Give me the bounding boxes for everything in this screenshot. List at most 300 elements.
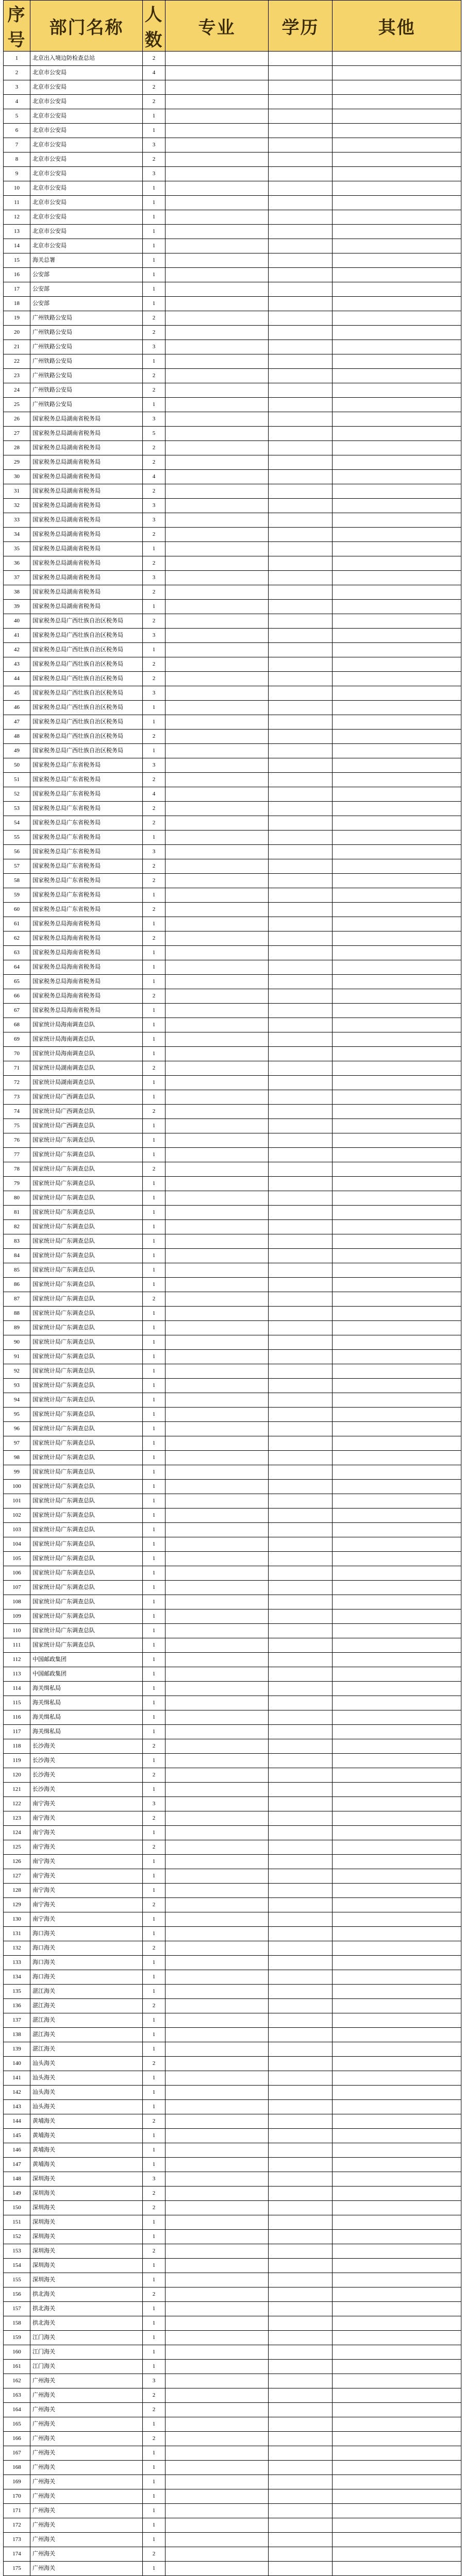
table-row — [4, 1609, 461, 1624]
cell-no: 128 — [4, 1884, 30, 1898]
cell-edu — [269, 1985, 333, 1999]
cell-no: 22 — [4, 354, 30, 369]
cell-other — [333, 2042, 461, 2057]
cell-count: 1 — [143, 2345, 165, 2360]
cell-major — [165, 2489, 269, 2504]
cell-unit: 国家统计局广东调查总队 — [30, 1220, 143, 1234]
cell-major — [165, 1133, 269, 1148]
cell-other — [333, 484, 461, 499]
cell-no: 165 — [4, 2417, 30, 2432]
cell-count: 1 — [143, 124, 165, 138]
cell-count: 3 — [143, 2172, 165, 2187]
cell-edu — [269, 2302, 333, 2316]
cell-major — [165, 484, 269, 499]
cell-edu — [269, 1667, 333, 1682]
cell-major — [165, 181, 269, 196]
cell-no: 21 — [4, 340, 30, 354]
cell-no: 133 — [4, 1956, 30, 1970]
cell-other — [333, 1278, 461, 1292]
cell-edu — [269, 1624, 333, 1638]
cell-no: 101 — [4, 1494, 30, 1509]
cell-no: 61 — [4, 917, 30, 931]
cell-major — [165, 571, 269, 585]
cell-edu — [269, 499, 333, 513]
cell-count: 1 — [143, 1552, 165, 1566]
table-row — [4, 484, 461, 499]
cell-major — [165, 542, 269, 556]
cell-unit: 国家税务总局广西壮族自治区税务局 — [30, 643, 143, 657]
cell-major — [165, 1364, 269, 1379]
cell-other — [333, 1739, 461, 1754]
table-row — [4, 1999, 461, 2013]
cell-unit: 国家统计局广东调查总队 — [30, 1162, 143, 1177]
cell-edu — [269, 1393, 333, 1408]
cell-count: 1 — [143, 1956, 165, 1970]
cell-edu — [269, 1451, 333, 1465]
cell-edu — [269, 946, 333, 960]
cell-count: 1 — [143, 1148, 165, 1162]
table-row — [4, 1292, 461, 1307]
cell-major — [165, 1191, 269, 1206]
cell-count: 2 — [143, 614, 165, 629]
cell-other — [333, 412, 461, 427]
cell-other — [333, 1609, 461, 1624]
cell-edu — [269, 2230, 333, 2244]
cell-other — [333, 1725, 461, 1739]
cell-major — [165, 1956, 269, 1970]
cell-count: 2 — [143, 1105, 165, 1119]
cell-edu — [269, 2360, 333, 2374]
cell-edu — [269, 1609, 333, 1624]
cell-major — [165, 2273, 269, 2287]
cell-other — [333, 1436, 461, 1451]
cell-no: 168 — [4, 2461, 30, 2475]
cell-unit: 黄埔海关 — [30, 2129, 143, 2143]
table-row — [4, 787, 461, 802]
cell-edu — [269, 903, 333, 917]
cell-edu — [269, 1350, 333, 1364]
cell-no: 18 — [4, 297, 30, 311]
cell-unit: 北京市公安局 — [30, 196, 143, 210]
cell-no: 65 — [4, 975, 30, 989]
cell-major — [165, 1350, 269, 1364]
cell-count: 3 — [143, 412, 165, 427]
cell-count: 1 — [143, 946, 165, 960]
cell-no: 85 — [4, 1263, 30, 1278]
cell-edu — [269, 1018, 333, 1032]
cell-no: 14 — [4, 239, 30, 253]
cell-no: 158 — [4, 2316, 30, 2331]
cell-no: 121 — [4, 1783, 30, 1797]
table-row — [4, 1451, 461, 1465]
cell-major — [165, 326, 269, 340]
table-row — [4, 499, 461, 513]
table-row — [4, 1480, 461, 1494]
cell-no: 95 — [4, 1408, 30, 1422]
cell-major — [165, 2345, 269, 2360]
cell-unit: 国家统计局湖南调查总队 — [30, 1076, 143, 1090]
table-row — [4, 1638, 461, 1653]
cell-unit: 国家统计局广东调查总队 — [30, 1364, 143, 1379]
cell-no: 36 — [4, 556, 30, 571]
cell-edu — [269, 1710, 333, 1725]
cell-other — [333, 1263, 461, 1278]
cell-other — [333, 1076, 461, 1090]
cell-unit: 深圳海关 — [30, 2273, 143, 2287]
cell-other — [333, 1985, 461, 1999]
cell-other — [333, 2114, 461, 2129]
cell-edu — [269, 1379, 333, 1393]
cell-no: 175 — [4, 2562, 30, 2576]
cell-major — [165, 1927, 269, 1941]
cell-edu — [269, 802, 333, 816]
cell-count: 1 — [143, 1422, 165, 1436]
cell-count: 3 — [143, 2374, 165, 2388]
cell-major — [165, 888, 269, 903]
cell-edu — [269, 2071, 333, 2086]
cell-edu — [269, 1090, 333, 1105]
header-count: 人数 — [143, 1, 165, 52]
table-row — [4, 1552, 461, 1566]
cell-count: 3 — [143, 571, 165, 585]
table-row — [4, 2071, 461, 2086]
cell-edu — [269, 311, 333, 326]
cell-no: 25 — [4, 398, 30, 412]
cell-unit: 海口海关 — [30, 1941, 143, 1956]
cell-major — [165, 1667, 269, 1682]
cell-other — [333, 715, 461, 730]
cell-no: 41 — [4, 629, 30, 643]
cell-unit: 广州铁路公安局 — [30, 326, 143, 340]
cell-other — [333, 427, 461, 441]
cell-edu — [269, 2143, 333, 2158]
cell-edu — [269, 556, 333, 571]
cell-other — [333, 946, 461, 960]
table-row — [4, 1956, 461, 1970]
cell-other — [333, 845, 461, 859]
cell-major — [165, 2388, 269, 2403]
cell-no: 104 — [4, 1537, 30, 1552]
table-row — [4, 2489, 461, 2504]
cell-no: 174 — [4, 2547, 30, 2562]
cell-count: 1 — [143, 2215, 165, 2230]
table-row — [4, 398, 461, 412]
cell-unit: 湛江海关 — [30, 2028, 143, 2042]
cell-unit: 国家统计局广东调查总队 — [30, 1307, 143, 1321]
cell-other — [333, 297, 461, 311]
cell-unit: 北京市公安局 — [30, 80, 143, 95]
cell-major — [165, 528, 269, 542]
cell-count: 1 — [143, 2489, 165, 2504]
cell-count: 2 — [143, 80, 165, 95]
cell-unit: 长沙海关 — [30, 1739, 143, 1754]
cell-edu — [269, 1480, 333, 1494]
cell-unit: 国家统计局广东调查总队 — [30, 1379, 143, 1393]
cell-count: 1 — [143, 1408, 165, 1422]
cell-other — [333, 1884, 461, 1898]
cell-unit: 北京市公安局 — [30, 210, 143, 225]
cell-other — [333, 1667, 461, 1682]
cell-count: 1 — [143, 398, 165, 412]
cell-no: 170 — [4, 2489, 30, 2504]
cell-edu — [269, 1869, 333, 1884]
table-row — [4, 946, 461, 960]
cell-count: 4 — [143, 787, 165, 802]
cell-count: 3 — [143, 167, 165, 181]
cell-edu — [269, 787, 333, 802]
cell-count: 1 — [143, 715, 165, 730]
cell-unit: 中国邮政集团 — [30, 1653, 143, 1667]
table-row — [4, 960, 461, 975]
cell-other — [333, 1350, 461, 1364]
cell-unit: 国家统计局海南调查总队 — [30, 1032, 143, 1047]
cell-count: 1 — [143, 1032, 165, 1047]
cell-unit: 深圳海关 — [30, 2215, 143, 2230]
cell-no: 17 — [4, 282, 30, 297]
table-row — [4, 1335, 461, 1350]
cell-unit: 国家税务总局广东省税务局 — [30, 773, 143, 787]
cell-other — [333, 1307, 461, 1321]
cell-other — [333, 859, 461, 874]
table-row — [4, 2547, 461, 2562]
cell-count: 2 — [143, 931, 165, 946]
cell-edu — [269, 470, 333, 484]
cell-count: 2 — [143, 816, 165, 831]
cell-no: 67 — [4, 1004, 30, 1018]
table-row — [4, 1797, 461, 1811]
cell-major — [165, 1220, 269, 1234]
cell-count: 2 — [143, 383, 165, 398]
cell-count: 1 — [143, 1754, 165, 1768]
cell-unit: 深圳海关 — [30, 2259, 143, 2273]
cell-major — [165, 2461, 269, 2475]
cell-unit: 国家税务总局广东省税务局 — [30, 816, 143, 831]
cell-edu — [269, 1032, 333, 1047]
cell-no: 51 — [4, 773, 30, 787]
cell-major — [165, 470, 269, 484]
cell-unit: 国家税务总局广西壮族自治区税务局 — [30, 701, 143, 715]
cell-count: 1 — [143, 2100, 165, 2114]
cell-no: 35 — [4, 542, 30, 556]
cell-unit: 广州海关 — [30, 2432, 143, 2446]
cell-unit: 广州海关 — [30, 2533, 143, 2547]
cell-other — [333, 802, 461, 816]
cell-count: 1 — [143, 1912, 165, 1927]
cell-other — [333, 2432, 461, 2446]
table-row — [4, 138, 461, 152]
cell-count: 3 — [143, 629, 165, 643]
table-row — [4, 95, 461, 109]
cell-unit: 国家税务总局海南省税务局 — [30, 989, 143, 1004]
cell-count: 2 — [143, 730, 165, 744]
table-row — [4, 672, 461, 686]
cell-count: 3 — [143, 758, 165, 773]
cell-other — [333, 730, 461, 744]
cell-no: 6 — [4, 124, 30, 138]
cell-count: 1 — [143, 1869, 165, 1884]
cell-count: 3 — [143, 340, 165, 354]
cell-no: 66 — [4, 989, 30, 1004]
table-row — [4, 1884, 461, 1898]
cell-major — [165, 1797, 269, 1811]
cell-unit: 汕头海关 — [30, 2086, 143, 2100]
cell-count: 1 — [143, 1278, 165, 1292]
table-row — [4, 124, 461, 138]
cell-edu — [269, 831, 333, 845]
cell-no: 90 — [4, 1335, 30, 1350]
cell-major — [165, 643, 269, 657]
table-row — [4, 1624, 461, 1638]
cell-unit: 国家税务总局海南省税务局 — [30, 1004, 143, 1018]
cell-unit: 黄埔海关 — [30, 2158, 143, 2172]
cell-major — [165, 1061, 269, 1076]
cell-edu — [269, 1408, 333, 1422]
cell-edu — [269, 643, 333, 657]
cell-edu — [269, 1105, 333, 1119]
cell-edu — [269, 1004, 333, 1018]
cell-unit: 广州海关 — [30, 2388, 143, 2403]
cell-edu — [269, 1552, 333, 1566]
cell-unit: 海关缉私局 — [30, 1682, 143, 1696]
cell-unit: 国家税务总局湖南省税务局 — [30, 441, 143, 455]
cell-count: 1 — [143, 2302, 165, 2316]
cell-edu — [269, 2172, 333, 2187]
cell-count: 1 — [143, 1638, 165, 1653]
cell-count: 2 — [143, 369, 165, 383]
cell-major — [165, 1696, 269, 1710]
cell-other — [333, 585, 461, 600]
table-body — [4, 52, 461, 2576]
cell-edu — [269, 542, 333, 556]
cell-unit: 汕头海关 — [30, 2057, 143, 2071]
cell-edu — [269, 672, 333, 686]
cell-edu — [269, 253, 333, 268]
header-unit: 部门名称 — [30, 1, 143, 52]
cell-edu — [269, 282, 333, 297]
cell-other — [333, 1292, 461, 1307]
cell-other — [333, 888, 461, 903]
cell-other — [333, 1797, 461, 1811]
cell-edu — [269, 1119, 333, 1133]
cell-count: 2 — [143, 1941, 165, 1956]
cell-unit: 深圳海关 — [30, 2230, 143, 2244]
table-row — [4, 1162, 461, 1177]
cell-unit: 汕头海关 — [30, 2100, 143, 2114]
cell-unit: 国家统计局广东调查总队 — [30, 1249, 143, 1263]
cell-other — [333, 383, 461, 398]
cell-other — [333, 52, 461, 66]
table-row — [4, 989, 461, 1004]
cell-unit: 国家税务总局湖南省税务局 — [30, 542, 143, 556]
cell-edu — [269, 167, 333, 181]
cell-no: 151 — [4, 2215, 30, 2230]
table-row — [4, 758, 461, 773]
table-row — [4, 773, 461, 787]
table-row — [4, 2158, 461, 2172]
cell-unit: 国家统计局广东调查总队 — [30, 1566, 143, 1581]
table-row — [4, 282, 461, 297]
cell-other — [333, 1364, 461, 1379]
table-row — [4, 845, 461, 859]
cell-edu — [269, 2518, 333, 2533]
cell-no: 7 — [4, 138, 30, 152]
cell-edu — [269, 859, 333, 874]
cell-no: 19 — [4, 311, 30, 326]
cell-edu — [269, 888, 333, 903]
cell-major — [165, 1004, 269, 1018]
cell-no: 49 — [4, 744, 30, 758]
cell-other — [333, 2547, 461, 2562]
table-row — [4, 1408, 461, 1422]
cell-no: 75 — [4, 1119, 30, 1133]
cell-count: 1 — [143, 297, 165, 311]
cell-edu — [269, 1537, 333, 1552]
cell-major — [165, 1494, 269, 1509]
cell-other — [333, 744, 461, 758]
cell-edu — [269, 2201, 333, 2215]
cell-other — [333, 758, 461, 773]
cell-edu — [269, 960, 333, 975]
cell-edu — [269, 715, 333, 730]
cell-edu — [269, 427, 333, 441]
cell-unit: 南宁海关 — [30, 1855, 143, 1869]
cell-other — [333, 311, 461, 326]
cell-no: 1 — [4, 52, 30, 66]
table-row — [4, 2057, 461, 2071]
table-row — [4, 1047, 461, 1061]
cell-unit: 国家税务总局广西壮族自治区税务局 — [30, 715, 143, 730]
table-row — [4, 1783, 461, 1797]
cell-no: 79 — [4, 1177, 30, 1191]
cell-no: 52 — [4, 787, 30, 802]
cell-unit: 国家统计局广东调查总队 — [30, 1509, 143, 1523]
cell-edu — [269, 2403, 333, 2417]
table-row — [4, 455, 461, 470]
cell-count: 1 — [143, 1047, 165, 1061]
cell-no: 81 — [4, 1206, 30, 1220]
cell-major — [165, 1047, 269, 1061]
cell-major — [165, 2187, 269, 2201]
cell-count: 2 — [143, 1739, 165, 1754]
cell-other — [333, 369, 461, 383]
cell-no: 91 — [4, 1350, 30, 1364]
cell-other — [333, 1941, 461, 1956]
cell-unit: 国家统计局广东调查总队 — [30, 1148, 143, 1162]
cell-major — [165, 686, 269, 701]
cell-edu — [269, 975, 333, 989]
cell-unit: 公安部 — [30, 268, 143, 282]
cell-no: 3 — [4, 80, 30, 95]
table-row — [4, 2302, 461, 2316]
cell-major — [165, 2158, 269, 2172]
cell-unit: 拱北海关 — [30, 2302, 143, 2316]
cell-other — [333, 672, 461, 686]
cell-edu — [269, 1465, 333, 1480]
cell-other — [333, 2345, 461, 2360]
cell-count: 2 — [143, 556, 165, 571]
cell-no: 110 — [4, 1624, 30, 1638]
cell-major — [165, 1292, 269, 1307]
cell-edu — [269, 917, 333, 931]
cell-major — [165, 701, 269, 715]
cell-major — [165, 2028, 269, 2042]
cell-major — [165, 874, 269, 888]
cell-no: 137 — [4, 2013, 30, 2028]
cell-other — [333, 1061, 461, 1076]
cell-edu — [269, 412, 333, 427]
cell-other — [333, 1898, 461, 1912]
cell-no: 127 — [4, 1869, 30, 1884]
